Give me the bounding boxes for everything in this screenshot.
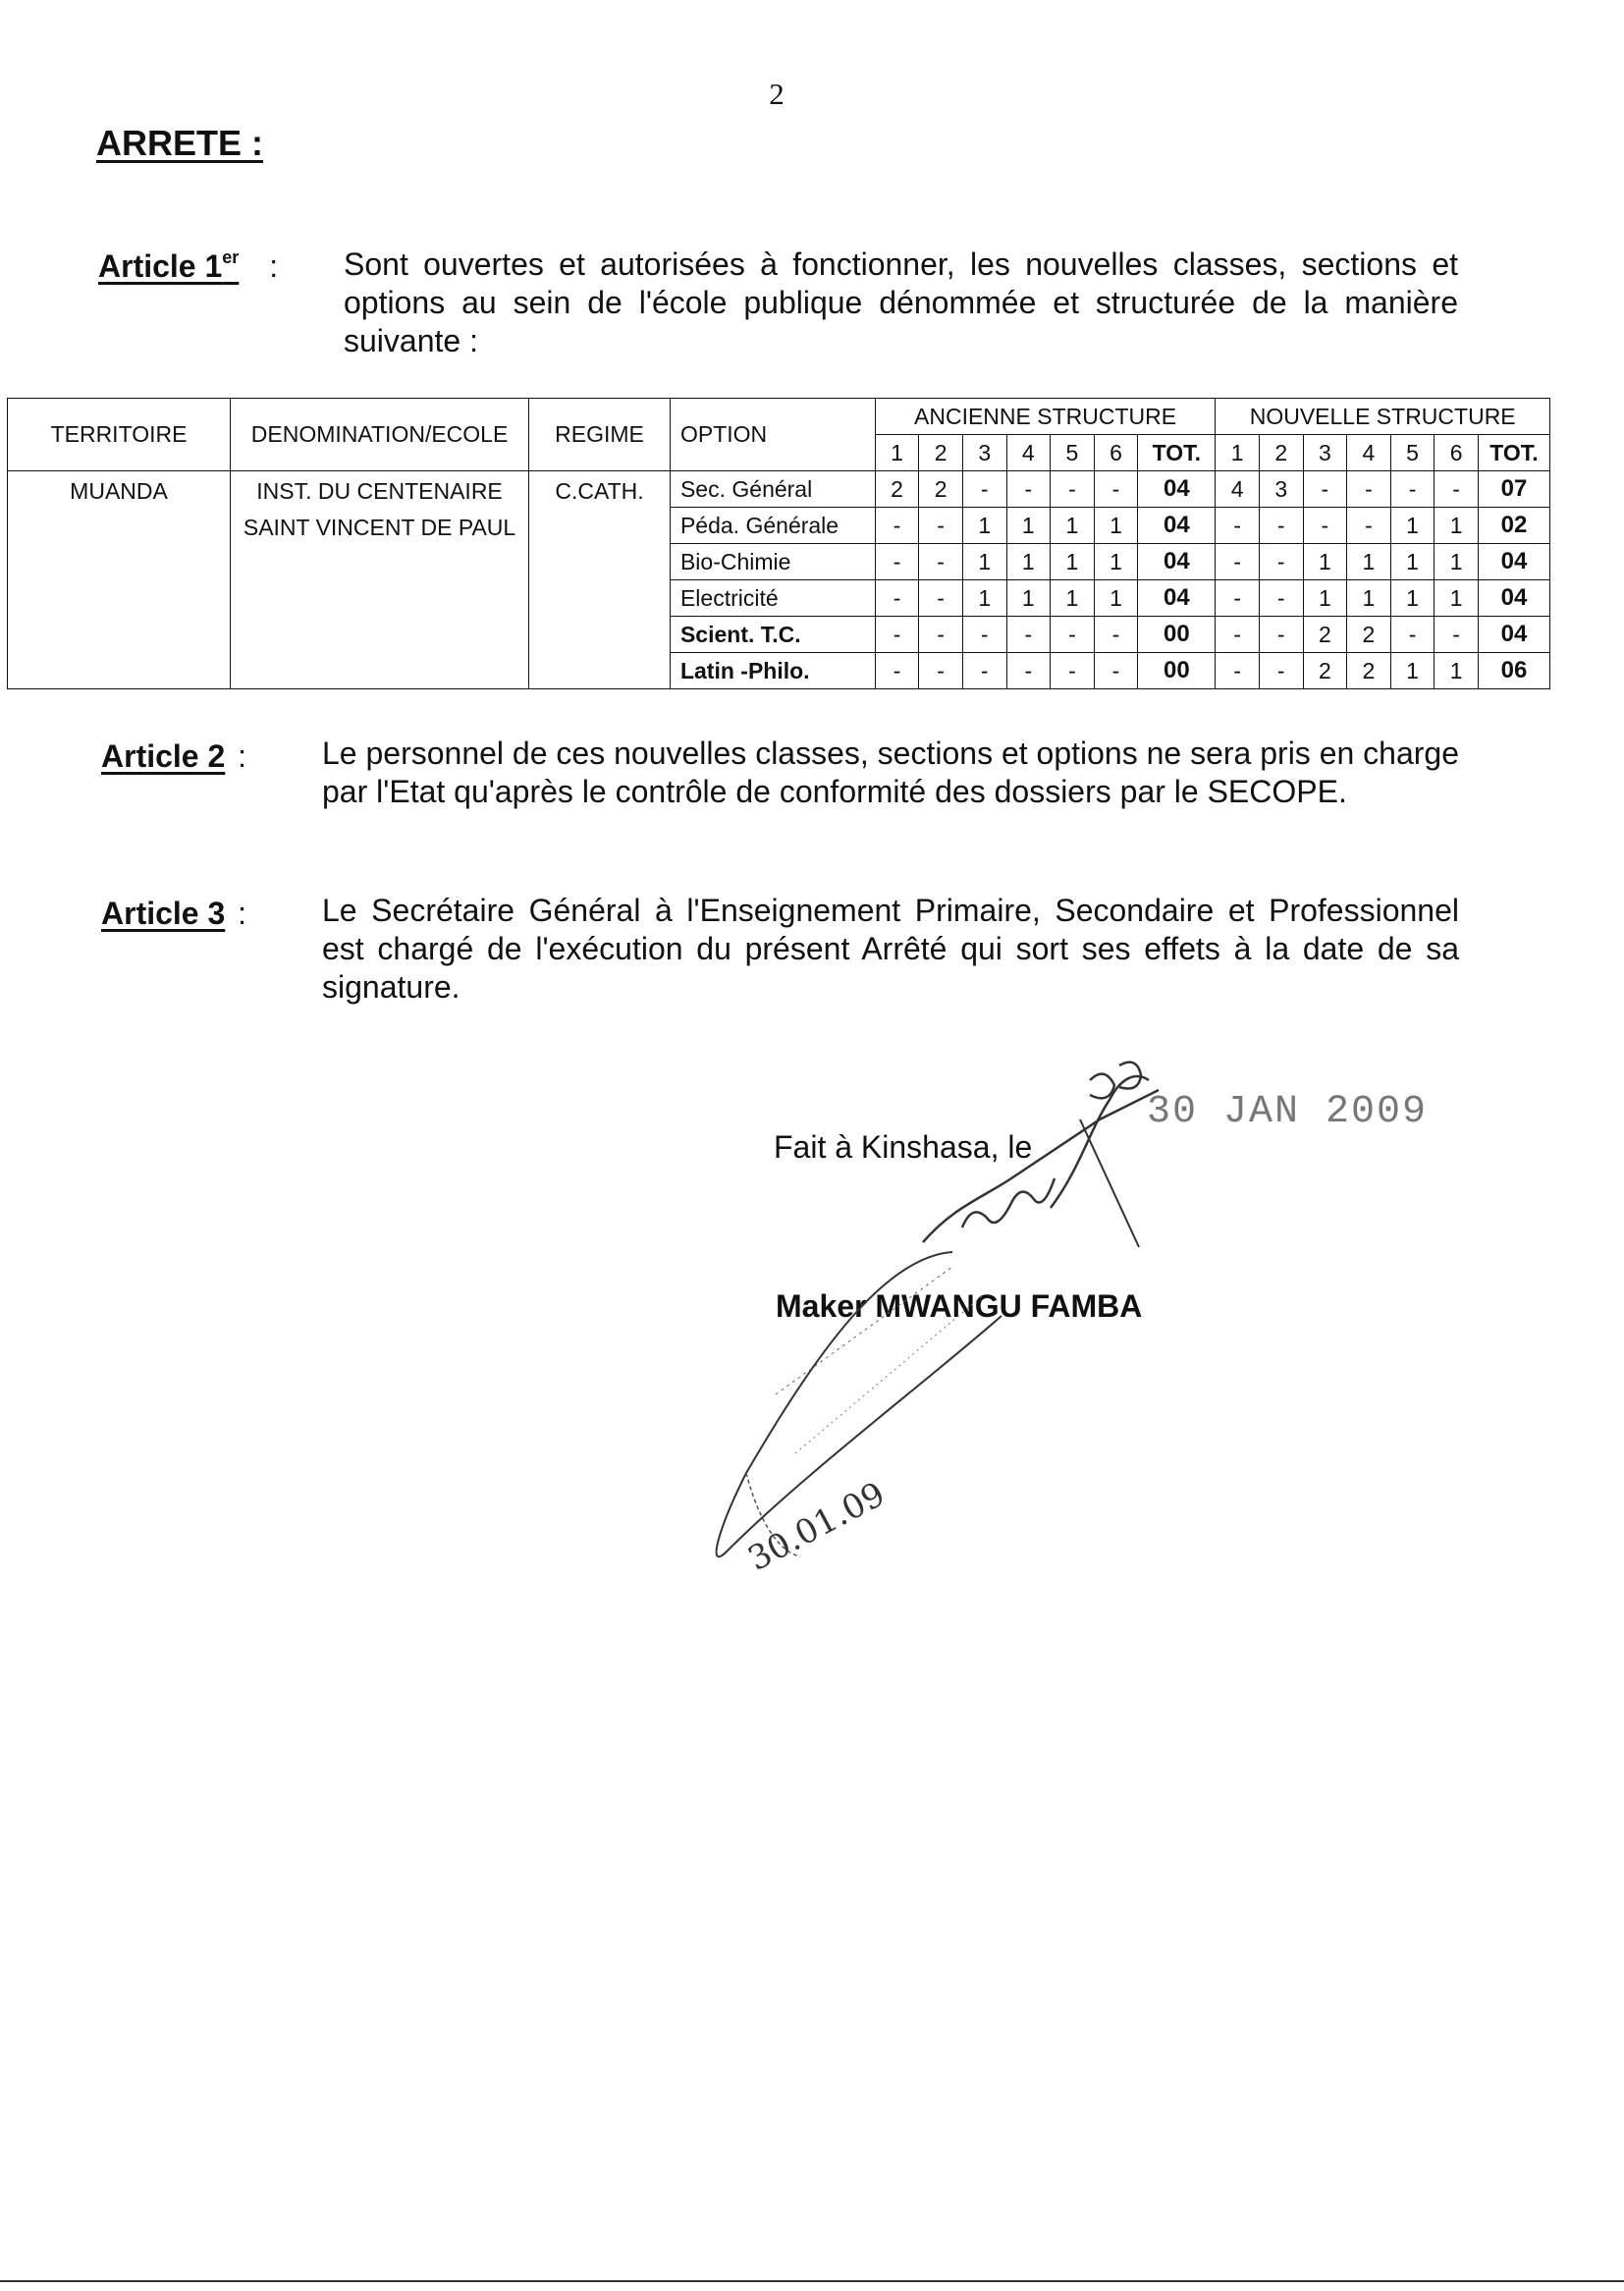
nouvelle-value-cell: - bbox=[1259, 653, 1303, 689]
ancienne-value-cell: - bbox=[1006, 471, 1051, 508]
ancienne-value-cell: - bbox=[919, 653, 963, 689]
ancienne-level-header: 1 bbox=[875, 435, 919, 471]
ancienne-value-cell: - bbox=[875, 653, 919, 689]
nouvelle-value-cell: - bbox=[1259, 617, 1303, 653]
place-date-line: Fait à Kinshasa, le bbox=[774, 1129, 1033, 1165]
nouvelle-value-cell: - bbox=[1216, 653, 1260, 689]
nouvelle-value-cell: 02 bbox=[1478, 508, 1549, 544]
ancienne-value-cell: - bbox=[1051, 471, 1095, 508]
ancienne-value-cell: - bbox=[962, 471, 1006, 508]
nouvelle-value-cell: 04 bbox=[1478, 544, 1549, 580]
header-option: OPTION bbox=[670, 399, 875, 471]
ancienne-value-cell: - bbox=[962, 617, 1006, 653]
nouvelle-value-cell: 1 bbox=[1303, 580, 1347, 617]
ancienne-value-cell: 1 bbox=[1094, 580, 1138, 617]
nouvelle-value-cell: - bbox=[1435, 617, 1479, 653]
article-2-text: Le personnel de ces nouvelles classes, sections et options ne sera pris en charge par l'Etat qu'après le contrôle de conformité des dossiers par le SECOPE. bbox=[322, 736, 1460, 809]
nouvelle-level-header: 4 bbox=[1347, 435, 1391, 471]
nouvelle-value-cell: 2 bbox=[1303, 617, 1347, 653]
ancienne-value-cell: 2 bbox=[875, 471, 919, 508]
ancienne-value-cell: 1 bbox=[962, 580, 1006, 617]
article-3-label: Article 3 : bbox=[101, 896, 247, 931]
ancienne-value-cell: 1 bbox=[1051, 508, 1095, 544]
nouvelle-level-header: 1 bbox=[1216, 435, 1260, 471]
nouvelle-value-cell: 2 bbox=[1303, 653, 1347, 689]
ancienne-value-cell: 1 bbox=[1051, 544, 1095, 580]
header-nouvelle-structure: NOUVELLE STRUCTURE bbox=[1216, 399, 1550, 435]
nouvelle-value-cell: 1 bbox=[1347, 544, 1391, 580]
ancienne-value-cell: 04 bbox=[1138, 508, 1216, 544]
ancienne-value-cell: 1 bbox=[1006, 508, 1051, 544]
ancienne-value-cell: - bbox=[1006, 617, 1051, 653]
nouvelle-value-cell: - bbox=[1259, 580, 1303, 617]
header-regime: REGIME bbox=[529, 399, 671, 471]
article-1-text: Sont ouvertes et autorisées à fonctionner, les nouvelles classes, sections et options au sein de l'école publique dénommée et structurée de la manière suivante : bbox=[344, 246, 1458, 358]
ancienne-value-cell: - bbox=[962, 653, 1006, 689]
nouvelle-value-cell: - bbox=[1216, 544, 1260, 580]
ancienne-value-cell: 1 bbox=[1006, 580, 1051, 617]
ancienne-value-cell: 04 bbox=[1138, 580, 1216, 617]
nouvelle-value-cell: - bbox=[1390, 471, 1435, 508]
nouvelle-value-cell: 1 bbox=[1390, 653, 1435, 689]
ancienne-level-header: 3 bbox=[962, 435, 1006, 471]
nouvelle-value-cell: 3 bbox=[1259, 471, 1303, 508]
nouvelle-level-header: 3 bbox=[1303, 435, 1347, 471]
nouvelle-value-cell: 07 bbox=[1478, 471, 1549, 508]
handwritten-date: 30.01.09 bbox=[741, 1474, 892, 1579]
ancienne-level-header: 2 bbox=[919, 435, 963, 471]
nouvelle-value-cell: 1 bbox=[1347, 580, 1391, 617]
ancienne-value-cell: 04 bbox=[1138, 471, 1216, 508]
nouvelle-value-cell: 4 bbox=[1216, 471, 1260, 508]
nouvelle-level-header: 5 bbox=[1390, 435, 1435, 471]
page-number: 2 bbox=[769, 77, 785, 111]
nouvelle-value-cell: 1 bbox=[1435, 508, 1479, 544]
nouvelle-value-cell: 1 bbox=[1390, 544, 1435, 580]
header-denomination: DENOMINATION/ECOLE bbox=[231, 399, 529, 471]
ancienne-value-cell: 04 bbox=[1138, 544, 1216, 580]
nouvelle-value-cell: 1 bbox=[1390, 508, 1435, 544]
nouvelle-level-header: TOT. bbox=[1478, 435, 1549, 471]
nouvelle-value-cell: 06 bbox=[1478, 653, 1549, 689]
header-ancienne-structure: ANCIENNE STRUCTURE bbox=[875, 399, 1216, 435]
ancienne-value-cell: - bbox=[1051, 617, 1095, 653]
nouvelle-value-cell: 1 bbox=[1435, 544, 1479, 580]
article-2-label: Article 2 : bbox=[101, 738, 247, 774]
ancienne-value-cell: - bbox=[919, 508, 963, 544]
nouvelle-level-header: 2 bbox=[1259, 435, 1303, 471]
article-1-label: Article 1er : bbox=[98, 247, 279, 284]
ancienne-value-cell: - bbox=[919, 617, 963, 653]
nouvelle-value-cell: - bbox=[1347, 508, 1391, 544]
nouvelle-value-cell: - bbox=[1216, 508, 1260, 544]
ancienne-value-cell: - bbox=[919, 544, 963, 580]
nouvelle-value-cell: 04 bbox=[1478, 617, 1549, 653]
option-cell: Bio-Chimie bbox=[670, 544, 875, 580]
ancienne-value-cell: - bbox=[875, 580, 919, 617]
ancienne-value-cell: 1 bbox=[1094, 544, 1138, 580]
ancienne-value-cell: 2 bbox=[919, 471, 963, 508]
option-cell: Scient. T.C. bbox=[670, 617, 875, 653]
option-cell: Latin -Philo. bbox=[670, 653, 875, 689]
nouvelle-value-cell: - bbox=[1435, 471, 1479, 508]
date-stamp: 30 JAN 2009 bbox=[1147, 1090, 1429, 1134]
signer-name: Maker MWANGU FAMBA bbox=[776, 1288, 1143, 1324]
nouvelle-level-header: 6 bbox=[1435, 435, 1479, 471]
ancienne-value-cell: - bbox=[919, 580, 963, 617]
ancienne-value-cell: - bbox=[1051, 653, 1095, 689]
ancienne-level-header: 6 bbox=[1094, 435, 1138, 471]
denomination-cell: INST. DU CENTENAIRE SAINT VINCENT DE PAUL bbox=[231, 471, 529, 689]
nouvelle-value-cell: 1 bbox=[1390, 580, 1435, 617]
nouvelle-value-cell: - bbox=[1216, 580, 1260, 617]
nouvelle-value-cell: - bbox=[1303, 471, 1347, 508]
option-cell: Péda. Générale bbox=[670, 508, 875, 544]
nouvelle-value-cell: 1 bbox=[1303, 544, 1347, 580]
article-3-text: Le Secrétaire Général à l'Enseignement Primaire, Secondaire et Professionnel est chargé de l'exécution du présent Arrêté qui sort ses effets à la date de sa signature. bbox=[322, 893, 1459, 1005]
nouvelle-value-cell: 1 bbox=[1435, 580, 1479, 617]
ancienne-level-header: TOT. bbox=[1138, 435, 1216, 471]
nouvelle-value-cell: - bbox=[1259, 544, 1303, 580]
ancienne-value-cell: 1 bbox=[1094, 508, 1138, 544]
ancienne-value-cell: - bbox=[875, 544, 919, 580]
nouvelle-value-cell: 1 bbox=[1435, 653, 1479, 689]
table-row bbox=[8, 471, 1550, 508]
header-territoire: TERRITOIRE bbox=[8, 399, 231, 471]
ancienne-value-cell: 1 bbox=[962, 508, 1006, 544]
option-cell: Electricité bbox=[670, 580, 875, 617]
ancienne-value-cell: 1 bbox=[962, 544, 1006, 580]
nouvelle-value-cell: - bbox=[1390, 617, 1435, 653]
option-cell: Sec. Général bbox=[670, 471, 875, 508]
nouvelle-value-cell: 2 bbox=[1347, 653, 1391, 689]
ancienne-level-header: 5 bbox=[1051, 435, 1095, 471]
nouvelle-value-cell: 2 bbox=[1347, 617, 1391, 653]
ancienne-value-cell: 1 bbox=[1006, 544, 1051, 580]
nouvelle-value-cell: - bbox=[1216, 617, 1260, 653]
structure-table bbox=[7, 398, 1550, 689]
ancienne-value-cell: 00 bbox=[1138, 653, 1216, 689]
regime-cell: C.CATH. bbox=[529, 471, 671, 689]
ancienne-level-header: 4 bbox=[1006, 435, 1051, 471]
nouvelle-value-cell: - bbox=[1303, 508, 1347, 544]
territoire-cell: MUANDA bbox=[8, 471, 231, 689]
nouvelle-value-cell: - bbox=[1259, 508, 1303, 544]
ancienne-value-cell: - bbox=[1006, 653, 1051, 689]
ancienne-value-cell: 1 bbox=[1051, 580, 1095, 617]
handwritten-signature bbox=[628, 1061, 1335, 1610]
page-bottom-rule bbox=[0, 2280, 1624, 2282]
ancienne-value-cell: - bbox=[875, 508, 919, 544]
nouvelle-value-cell: 04 bbox=[1478, 580, 1549, 617]
nouvelle-value-cell: - bbox=[1347, 471, 1391, 508]
document-heading: ARRETE : bbox=[96, 123, 263, 163]
ancienne-value-cell: - bbox=[1094, 653, 1138, 689]
ancienne-value-cell: - bbox=[875, 617, 919, 653]
ancienne-value-cell: - bbox=[1094, 617, 1138, 653]
ancienne-value-cell: - bbox=[1094, 471, 1138, 508]
ancienne-value-cell: 00 bbox=[1138, 617, 1216, 653]
